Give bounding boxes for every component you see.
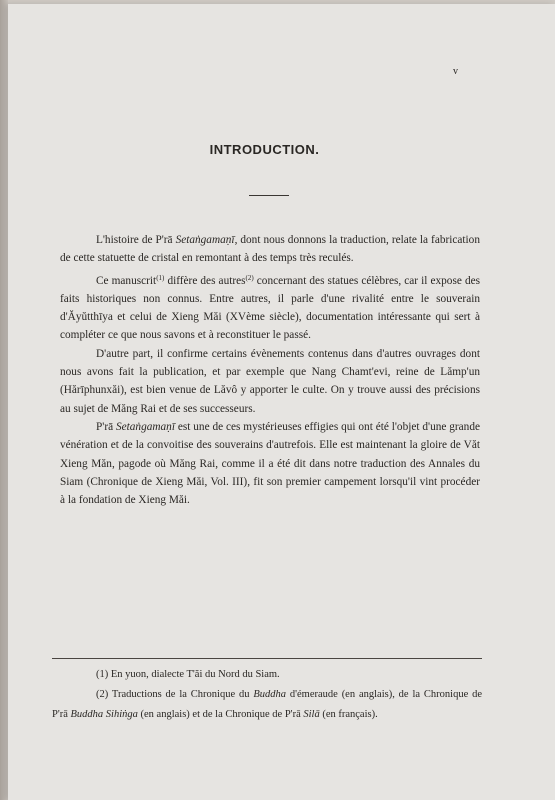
statue-name-italic: Setaṅgamaṇī: [115, 420, 175, 433]
paragraph-1-text-a: L'histoire de P'rā: [96, 234, 176, 246]
footnotes: [52, 665, 482, 725]
statue-name-italic: Setaṅgamaṇī: [175, 234, 235, 246]
book-page: [8, 4, 555, 800]
paragraph-2: [60, 272, 480, 345]
footnote-2-italic-b: Buddha: [253, 689, 287, 700]
page-title: INTRODUCTION.: [209, 142, 320, 157]
footnote-divider: [52, 658, 482, 659]
footnote-1: (1) En yuon, dialecte T'ăi du Nord du Siam.: [96, 669, 280, 680]
paragraph-2-text-c: concernant des statues célèbres, car il expose des faits historiques non connus. Entre autres, il parle d'une rivalité entre le souverain d'Ăyŭtthīya et celui de Xieng Măi (XVème siècle), documentation intéressante qui sert à compléter ce que nous savons et à reconstituer le passé.: [60, 274, 481, 342]
title-divider: [249, 195, 289, 196]
footnote-2: [52, 685, 482, 725]
footnote-ref-1: (1): [156, 273, 165, 282]
footnote-ref-2: (2): [245, 273, 254, 282]
book-gutter-shadow: [0, 0, 8, 800]
introduction-body: [60, 231, 480, 509]
footnote-2-text-a: (2) Traductions de la Chronique du: [96, 689, 254, 700]
paragraph-2-text-b: diffère des autres: [164, 274, 246, 287]
paragraph-4-text-a: P'rā: [96, 420, 116, 433]
paragraph-2-text-a: Ce manuscrit: [96, 274, 157, 287]
paragraph-3: D'autre part, il confirme certains évènements contenus dans d'autres ouvrages dont nous avons fait la publication, et par exemple que Nang Chamt'evi, reine de Lămp'un (Hărīphunxăi), est bien venue de Lăvô y apporter le culte. On y trouve aussi des précisions au sujet de Măng Rai et de ses successeurs.: [60, 347, 480, 415]
page-number: v: [453, 66, 459, 77]
footnote-2-italic-f: Silā: [303, 709, 320, 720]
footnote-2-text-e: (en anglais) et de la Chronique de P'rā: [137, 709, 304, 720]
paragraph-1-text-c: , dont nous donnons la traduction, relate la fabrication de cette statuette de cristal en remontant à des temps très reculés.: [60, 234, 480, 265]
paragraph-4: [60, 418, 480, 509]
footnote-2-italic-d: Buddha Sihiṅga: [70, 709, 138, 720]
paragraph-1: [60, 231, 480, 268]
footnote-2-text-c: d'émeraude (en anglais), de la Chronique de P'rā: [52, 689, 482, 720]
paragraph-4-text-c: est une de ces mystérieuses effigies qui ont été l'objet d'une grande vénération et de la convoitise des souverains d'autrefois. Elle est maintenant la gloire de Văt Xieng Măn, pagode où Măng Rai, comme il a été dit dans notre traduction des Annales du Siam (Chronique de Xieng Măi, Vol. III), fit son premier campement lorsqu'il vint procéder à la fondation de Xieng Măi.: [60, 420, 480, 507]
footnote-2-text-g: (en français).: [319, 709, 378, 720]
